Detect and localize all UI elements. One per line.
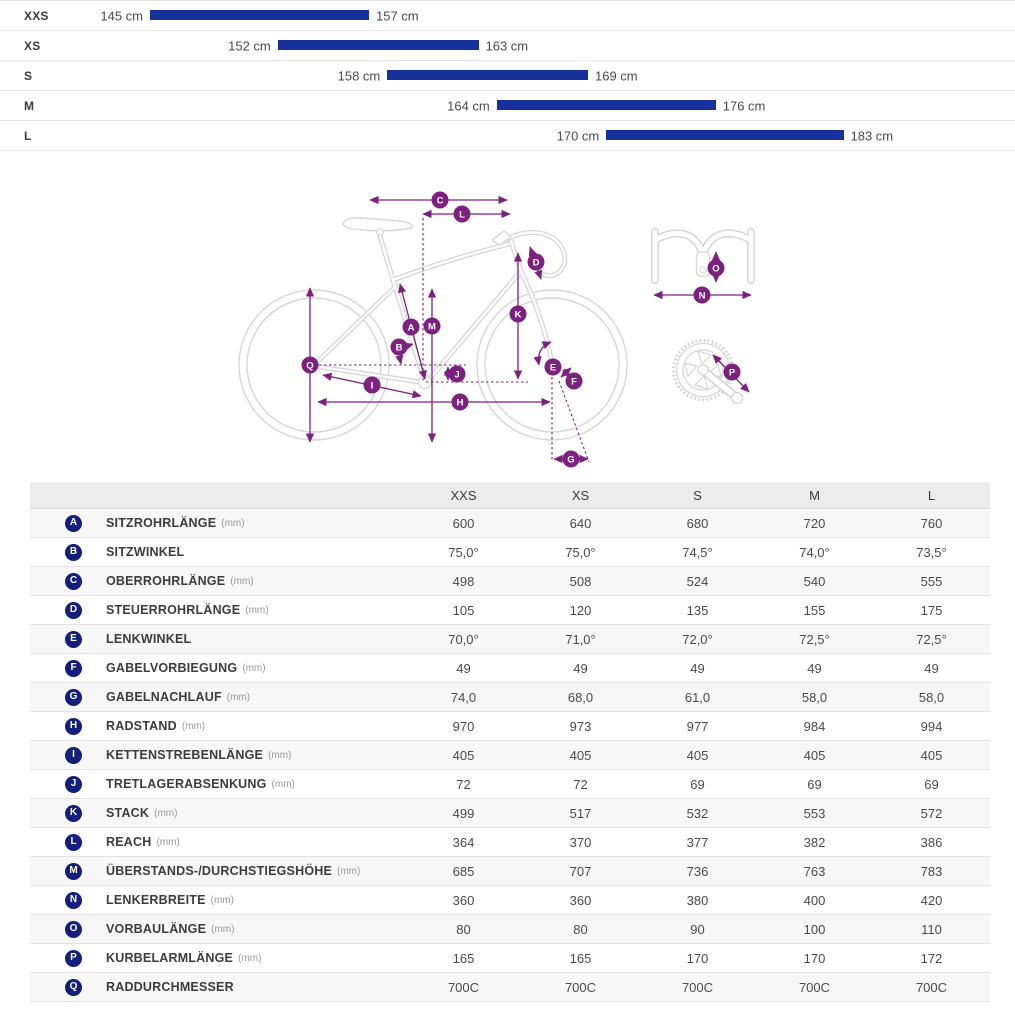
row-label: KURBELARMLÄNGE (106, 951, 234, 965)
height-range-bar (497, 100, 716, 110)
min-height-label: 145 cm (100, 8, 143, 23)
cell-value: 58,0 (801, 689, 828, 705)
row-unit: (mm) (230, 575, 254, 587)
svg-text:C: C (436, 195, 444, 207)
cell-value: 364 (452, 834, 475, 850)
cell-value: 707 (569, 863, 592, 879)
cell-value: 75,0° (565, 544, 596, 560)
column-header: L (927, 487, 936, 503)
cell-value: 700C (564, 979, 597, 995)
geometry-row (30, 654, 990, 683)
cell-value: 977 (686, 718, 709, 734)
cell-value: 72,5° (916, 631, 947, 647)
row-unit: (mm) (238, 952, 262, 964)
row-letter-badge: G (65, 689, 82, 706)
row-letter-badge: K (65, 805, 82, 822)
row-label: REACH (106, 835, 152, 849)
row-name-cell (30, 515, 405, 532)
diagram-letter-badge-i (364, 377, 381, 394)
row-unit: (mm) (337, 865, 361, 877)
diagram-letter-badge-h (452, 394, 469, 411)
size-row (0, 91, 1015, 121)
geometry-table-header (30, 482, 990, 509)
geometry-table-body (30, 509, 990, 1002)
cell-value: 370 (569, 834, 592, 850)
row-letter-badge: P (65, 950, 82, 967)
size-label: XXS (24, 8, 49, 23)
cell-value: 377 (686, 834, 709, 850)
cell-value: 155 (803, 602, 826, 618)
cell-value: 74,0 (450, 689, 477, 705)
cell-value: 75,0° (448, 544, 479, 560)
cell-value: 763 (803, 863, 826, 879)
measurement-lines (310, 200, 751, 462)
cell-value: 532 (686, 805, 709, 821)
svg-text:D: D (532, 257, 540, 269)
svg-text:M: M (428, 321, 436, 333)
cell-value: 499 (452, 805, 475, 821)
svg-text:B: B (395, 342, 403, 354)
row-letter-badge: C (65, 573, 82, 590)
cell-value: 360 (452, 892, 475, 908)
row-name-cell (30, 602, 405, 619)
row-label: RADDURCHMESSER (106, 980, 234, 994)
cell-value: 555 (920, 573, 943, 589)
row-label: ÜBERSTANDS-/DURCHSTIEGSHÖHE (106, 864, 333, 878)
cell-value: 685 (452, 863, 475, 879)
cell-value: 49 (573, 660, 588, 676)
row-unit: (mm) (181, 720, 206, 732)
cell-value: 100 (803, 921, 826, 937)
row-label: LENKWINKEL (106, 632, 192, 646)
svg-text:Q: Q (306, 360, 314, 372)
diagram-letter-badge-m (424, 318, 441, 335)
cell-value: 69 (924, 776, 939, 792)
row-label: GABELNACHLAUF (106, 690, 222, 704)
geometry-row (30, 567, 990, 596)
cell-value: 80 (573, 921, 588, 937)
diagram-letter-badge-j (449, 366, 466, 383)
row-unit: (mm) (271, 778, 295, 790)
cell-value: 553 (803, 805, 826, 821)
row-unit: (mm) (221, 517, 245, 529)
row-name-cell (30, 805, 405, 822)
cell-value: 572 (920, 805, 943, 821)
cell-value: 405 (569, 747, 592, 763)
cell-value: 110 (921, 921, 942, 937)
row-letter-badge: H (65, 718, 82, 735)
cell-value: 760 (920, 515, 943, 531)
svg-text:A: A (407, 322, 415, 334)
row-name-cell (30, 892, 405, 909)
cell-value: 71,0° (565, 631, 596, 647)
svg-text:J: J (454, 369, 460, 381)
row-name-cell (30, 834, 405, 851)
row-letter-badge: B (65, 544, 82, 561)
row-label: KETTENSTREBENLÄNGE (106, 748, 264, 762)
cell-value: 720 (803, 515, 826, 531)
row-letter-badge: M (65, 863, 82, 880)
cell-value: 72,5° (799, 631, 830, 647)
geometry-row (30, 596, 990, 625)
cell-value: 69 (807, 776, 822, 792)
handlebar-top-view (655, 232, 751, 280)
size-row (0, 0, 1015, 31)
cell-value: 680 (686, 515, 709, 531)
cell-value: 72 (456, 776, 471, 792)
column-header: XXS (450, 487, 477, 503)
diagram-letter-badge-c (432, 192, 449, 209)
max-height-label: 183 cm (850, 128, 894, 143)
max-height-label: 169 cm (595, 68, 638, 83)
diagram-letter-badge-a (403, 319, 420, 336)
row-label: STACK (106, 806, 150, 820)
row-name-cell (30, 689, 405, 706)
row-label: SITZROHRLÄNGE (106, 516, 217, 530)
cell-value: 386 (920, 834, 943, 850)
geometry-row (30, 857, 990, 886)
svg-text:L: L (459, 209, 465, 221)
geometry-row (30, 828, 990, 857)
min-height-label: 152 cm (228, 38, 271, 53)
cell-value: 405 (686, 747, 709, 763)
row-unit: (mm) (210, 894, 234, 906)
row-label: TRETLAGERABSENKUNG (106, 777, 267, 791)
diagram-letter-badge-e (545, 359, 562, 376)
cell-value: 405 (920, 747, 943, 763)
cell-value: 120 (569, 602, 592, 618)
column-header: XS (571, 487, 590, 503)
row-label: GABELVORBIEGUNG (106, 661, 238, 675)
row-name-cell (30, 660, 405, 677)
cell-value: 600 (452, 515, 475, 531)
size-row (0, 61, 1015, 91)
row-letter-badge: Q (65, 979, 82, 996)
geometry-row (30, 683, 990, 712)
row-name-cell (30, 631, 405, 648)
svg-text:K: K (514, 309, 522, 321)
row-name-cell (30, 747, 405, 764)
geometry-row (30, 973, 990, 1002)
cell-value: 90 (690, 921, 705, 937)
diagram-letter-badge-o (708, 260, 725, 277)
row-name-cell (30, 979, 405, 996)
row-label: STEUERROHRLÄNGE (106, 603, 241, 617)
row-name-cell (30, 718, 405, 735)
row-name-cell (30, 776, 405, 793)
cell-value: 49 (690, 660, 705, 676)
diagram-letter-badge-n (694, 287, 711, 304)
svg-text:H: H (456, 397, 464, 409)
cell-value: 74,0° (799, 544, 830, 560)
svg-text:F: F (571, 376, 577, 388)
svg-text:G: G (567, 454, 575, 466)
cell-value: 382 (803, 834, 826, 850)
cell-value: 165 (452, 950, 475, 966)
cell-value: 74,5° (682, 544, 713, 560)
cell-value: 72 (573, 776, 588, 792)
column-header: M (809, 487, 820, 503)
cell-value: 49 (924, 660, 939, 676)
cell-value: 783 (920, 863, 943, 879)
svg-text:N: N (698, 290, 706, 302)
svg-text:I: I (370, 380, 374, 392)
cell-value: 360 (569, 892, 592, 908)
cell-value: 70,0° (448, 631, 479, 647)
row-letter-badge: E (65, 631, 82, 648)
max-height-label: 163 cm (485, 38, 529, 53)
cell-value: 49 (807, 660, 822, 676)
min-height-label: 158 cm (337, 68, 381, 83)
size-label: S (24, 68, 33, 83)
size-label: M (24, 98, 35, 113)
cell-value: 165 (569, 950, 592, 966)
cell-value: 994 (920, 718, 943, 734)
max-height-label: 176 cm (722, 98, 766, 113)
height-range-bar (606, 130, 843, 140)
cell-value: 517 (569, 805, 592, 821)
cell-value: 970 (452, 718, 475, 734)
geometry-row (30, 886, 990, 915)
row-letter-badge: A (65, 515, 82, 532)
size-recommendation-chart (0, 0, 1015, 151)
row-name-cell (30, 573, 405, 590)
cell-value: 640 (569, 515, 592, 531)
cell-value: 61,0 (684, 689, 711, 705)
row-label: LENKERBREITE (106, 893, 206, 907)
cell-value: 700C (915, 979, 948, 995)
geometry-row (30, 741, 990, 770)
max-height-label: 157 cm (376, 8, 419, 23)
geometry-row (30, 625, 990, 654)
row-label: RADSTAND (106, 719, 177, 733)
row-name-cell (30, 863, 405, 880)
row-unit: (mm) (156, 836, 180, 848)
row-unit: (mm) (242, 662, 266, 674)
geometry-row (30, 799, 990, 828)
row-name-cell (30, 544, 405, 561)
svg-text:P: P (728, 367, 736, 379)
height-range-bar (278, 40, 479, 50)
svg-text:E: E (549, 362, 557, 374)
diagram-letter-badge-f (566, 373, 583, 390)
cell-value: 420 (920, 892, 943, 908)
geometry-row (30, 509, 990, 538)
cell-value: 700C (447, 979, 480, 995)
geometry-row (30, 944, 990, 973)
row-letter-badge: O (65, 921, 82, 938)
row-name-cell (30, 921, 405, 938)
row-label: VORBAULÄNGE (106, 922, 207, 936)
page-bottom-padding (0, 1002, 1015, 1012)
cell-value: 69 (690, 776, 705, 792)
cell-value: 170 (803, 950, 826, 966)
row-label: OBERROHRLÄNGE (106, 574, 226, 588)
cell-value: 405 (452, 747, 475, 763)
cell-value: 973 (569, 718, 592, 734)
geometry-row (30, 538, 990, 567)
size-row (0, 121, 1015, 151)
row-letter-badge: L (65, 834, 82, 851)
cell-value: 498 (452, 573, 475, 589)
row-unit: (mm) (211, 923, 235, 935)
saddle-clamp (377, 229, 384, 236)
cell-value: 58,0 (918, 689, 945, 705)
cell-value: 700C (798, 979, 831, 995)
min-height-label: 164 cm (447, 98, 490, 113)
row-unit: (mm) (226, 691, 251, 703)
height-range-bar (150, 10, 369, 20)
reference-line-steering-axis (559, 381, 589, 462)
min-height-label: 170 cm (556, 128, 600, 143)
geometry-row (30, 770, 990, 799)
size-label: XS (24, 38, 41, 53)
cell-value: 405 (803, 747, 826, 763)
cell-value: 105 (452, 602, 475, 618)
cell-value: 700C (681, 979, 714, 995)
cell-value: 984 (803, 718, 826, 734)
row-letter-badge: N (65, 892, 82, 909)
diagram-letter-badge-b (391, 339, 408, 356)
diagram-letter-badge-p (724, 364, 741, 381)
cell-value: 508 (569, 573, 592, 589)
diagram-letter-badge-l (454, 206, 471, 223)
diagram-letter-badge-k (510, 306, 527, 323)
column-header: S (693, 487, 702, 503)
diagram-letter-badge-g (563, 451, 580, 468)
row-letter-badge: F (65, 660, 82, 677)
row-name-cell (30, 950, 405, 967)
cell-value: 135 (686, 602, 709, 618)
geometry-table (30, 482, 990, 1002)
row-letter-badge: I (65, 747, 82, 764)
row-unit: (mm) (268, 749, 292, 761)
bike-outline-drawing (239, 290, 627, 440)
cell-value: 172 (920, 950, 943, 966)
svg-text:O: O (712, 263, 720, 275)
cell-value: 524 (686, 573, 709, 589)
cell-value: 736 (686, 863, 709, 879)
geometry-diagram (0, 151, 1015, 482)
cell-value: 80 (456, 921, 471, 937)
height-range-bar (387, 70, 588, 80)
row-label: SITZWINKEL (106, 545, 185, 559)
cell-value: 540 (803, 573, 826, 589)
geometry-row (30, 915, 990, 944)
cell-value: 68,0 (567, 689, 594, 705)
size-label: L (24, 128, 32, 143)
cell-value: 175 (920, 602, 943, 618)
size-row (0, 31, 1015, 61)
bike-geometry-illustration (230, 168, 780, 478)
geometry-row (30, 712, 990, 741)
cell-value: 400 (803, 892, 826, 908)
row-unit: (mm) (245, 604, 269, 616)
cell-value: 49 (456, 660, 471, 676)
diagram-letter-badge-d (528, 254, 545, 271)
cell-value: 72,0° (682, 631, 713, 647)
cell-value: 170 (686, 950, 709, 966)
cell-value: 73,5° (916, 544, 947, 560)
diagram-letter-badge-q (302, 357, 319, 374)
cell-value: 380 (686, 892, 709, 908)
row-unit: (mm) (154, 807, 178, 819)
row-letter-badge: D (65, 602, 82, 619)
row-letter-badge: J (65, 776, 82, 793)
